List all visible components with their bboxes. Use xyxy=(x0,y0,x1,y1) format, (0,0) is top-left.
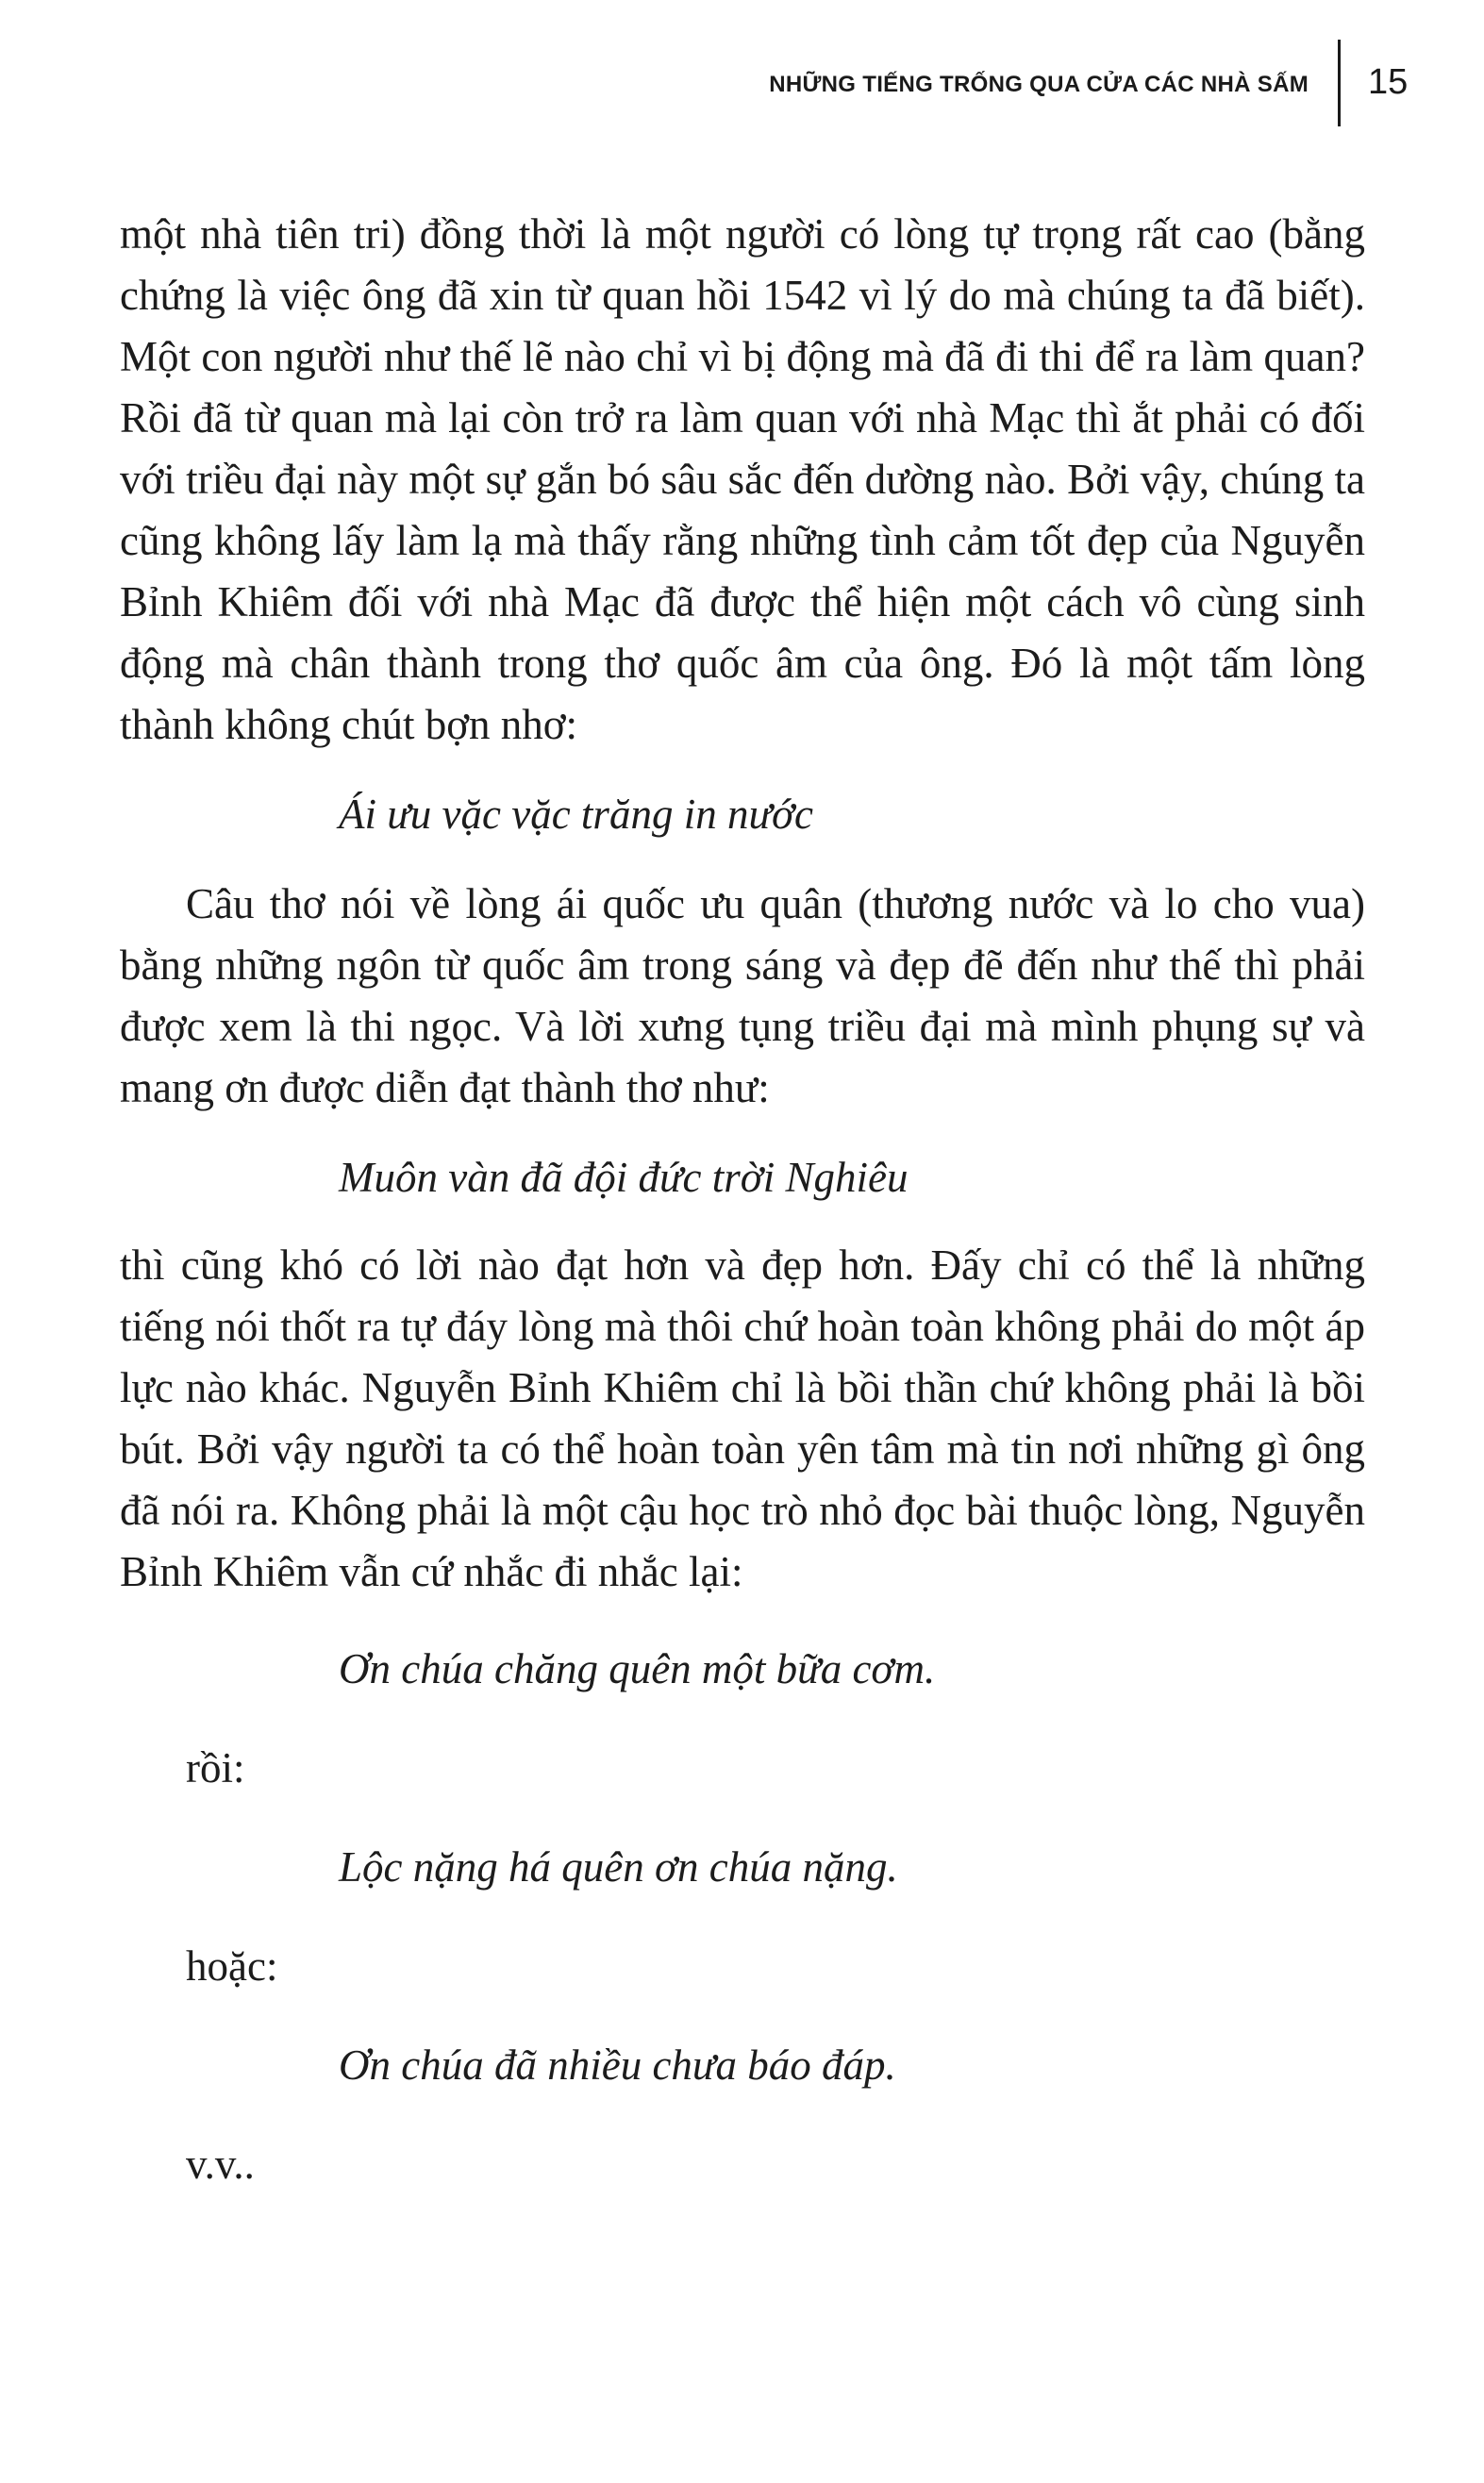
connector-hoac: hoặc: xyxy=(186,1942,278,1990)
paragraph-3: thì cũng khó có lời nào đạt hơn và đẹp hơn. Đấy chỉ có thể là những tiếng nói thốt ra tự đáy lòng mà thôi chứ hoàn toàn không phải do một áp lực nào khác. Nguyễn Bỉnh Khiêm chỉ là bồi thần chứ không phải là bồi bút. Bởi vậy người ta có thể hoàn toàn yên tâm mà tin nơi những gì ông đã nói ra. Không phải là một cậu học trò nhỏ đọc bài thuộc lòng, Nguyễn Bỉnh Khiêm vẫn cứ nhắc đi nhắc lại: xyxy=(120,1242,1365,1595)
verse-quote-3: Ơn chúa chăng quên một bữa cơm. xyxy=(339,1645,936,1692)
page-number: 15 xyxy=(1368,62,1409,102)
paragraph-2: Câu thơ nói về lòng ái quốc ưu quân (thương nước và lo cho vua) bằng những ngôn từ quốc âm trong sáng và đẹp đẽ đến như thế thì phải được xem là thi ngọc. Và lời xưng tụng triều đại mà mình phụng sự và mang ơn được diễn đạt thành thơ như: xyxy=(120,880,1365,1111)
connector-roi: rồi: xyxy=(186,1744,245,1791)
paragraph-1: một nhà tiên tri) đồng thời là một người có lòng tự trọng rất cao (bằng chứng là việc ông đã xin từ quan hồi 1542 vì lý do mà chúng ta đã biết). Một con người như thế lẽ nào chỉ vì bị động mà đã đi thi để ra làm quan? Rồi đã từ quan mà lại còn trở ra làm quan với nhà Mạc thì ắt phải có đối với triều đại này một sự gắn bó sâu sắc đến dường nào. Bởi vậy, chúng ta cũng không lấy làm lạ mà thấy rằng những tình cảm tốt đẹp của Nguyễn Bỉnh Khiêm đối với nhà Mạc đã được thể hiện một cách vô cùng sinh động mà chân thành trong thơ quốc âm của ông. Đó là một tấm lòng thành không chút bợn nhơ: xyxy=(120,210,1365,748)
verse-quote-5: Ơn chúa đã nhiều chưa báo đáp. xyxy=(339,2041,896,2089)
verse-quote-2: Muôn vàn đã đội đức trời Nghiêu xyxy=(339,1154,909,1201)
verse-quote-4: Lộc nặng há quên ơn chúa nặng. xyxy=(339,1843,898,1891)
body-text xyxy=(120,204,1365,2195)
closing-etc: v.v.. xyxy=(186,2141,255,2188)
header-divider xyxy=(1338,40,1341,126)
verse-quote-1: Ái ưu vặc vặc trăng in nước xyxy=(339,791,813,838)
running-header-title: NHỮNG TIẾNG TRỐNG QUA CỬA CÁC NHÀ SẤM xyxy=(769,72,1309,97)
